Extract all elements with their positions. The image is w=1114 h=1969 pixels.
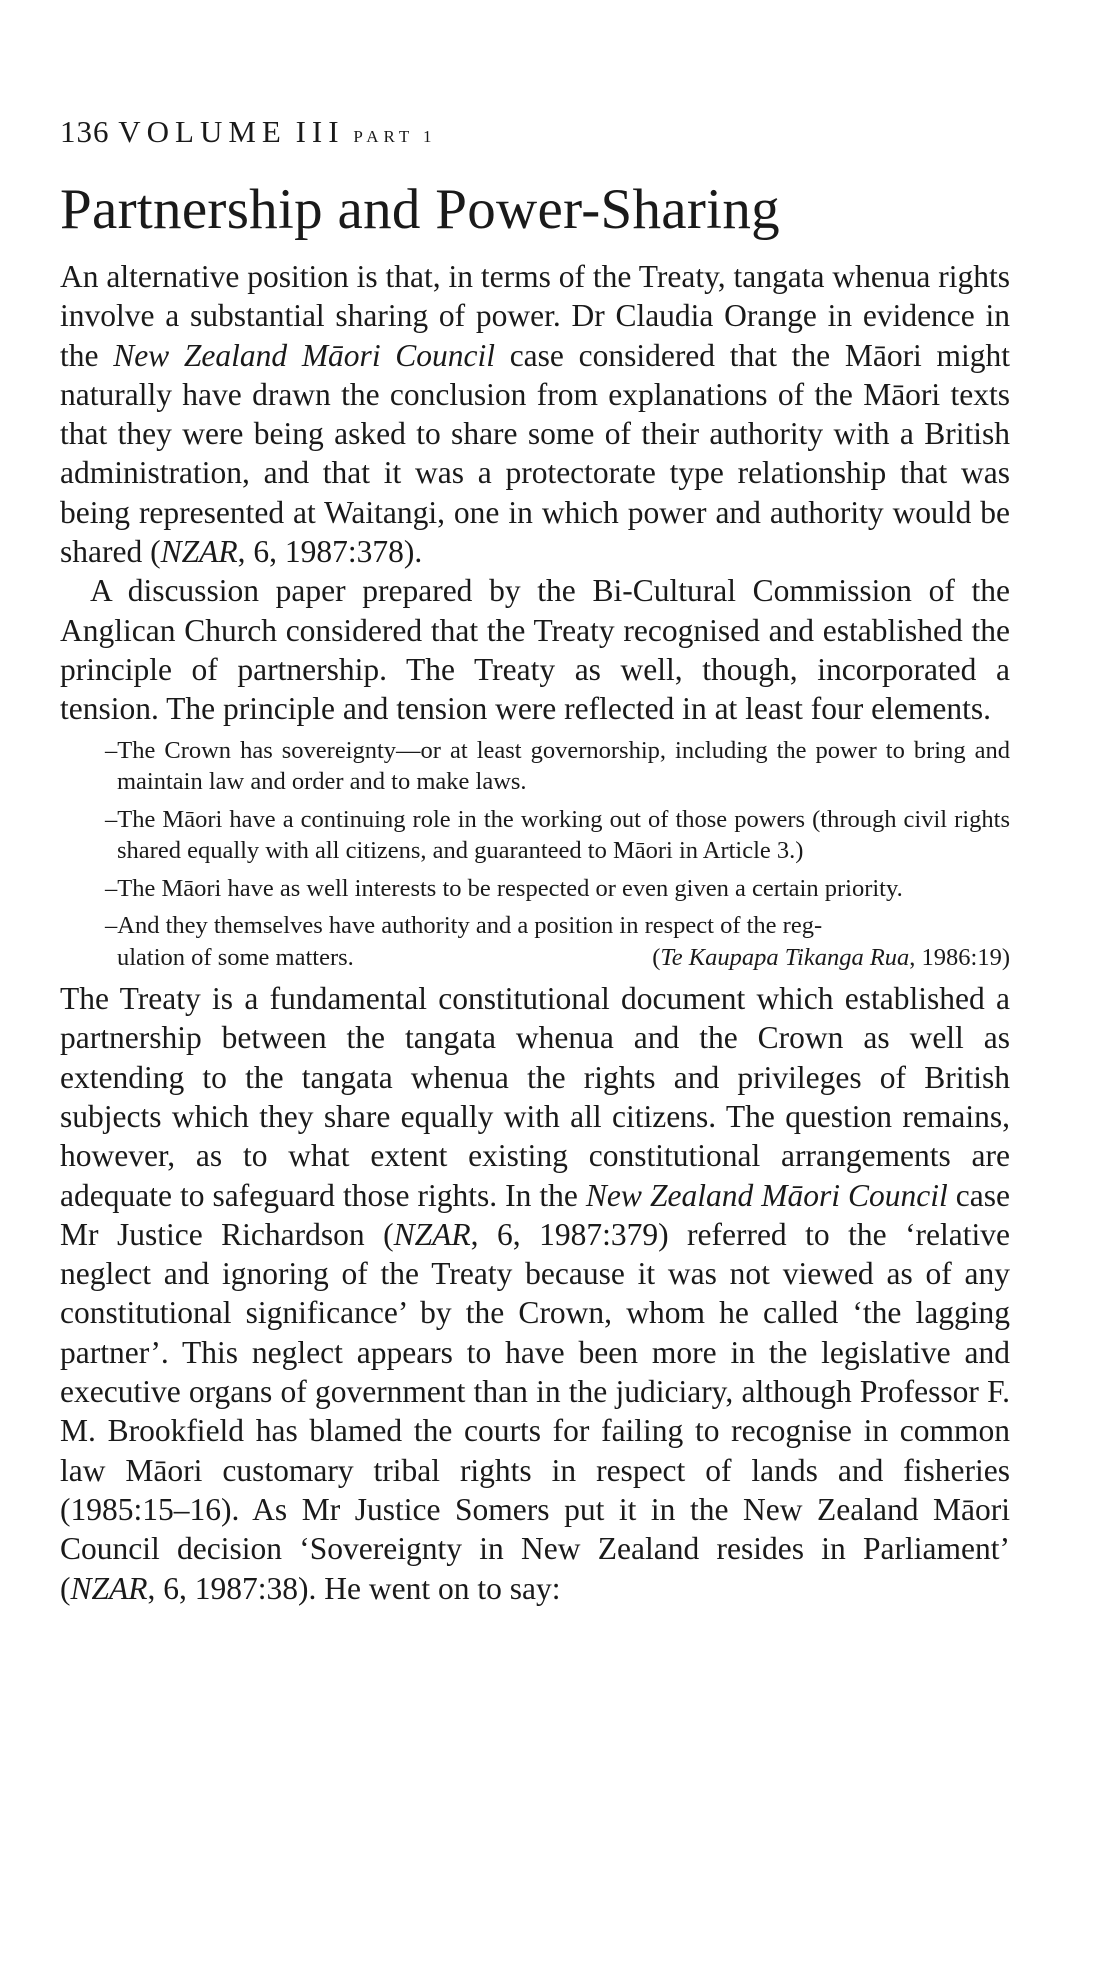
paragraph-1: An alternative position is that, in terms of the Treaty, tangata whenua rights involve a substantial sharing of power. Dr Claudia Orange in evidence in the New Zealand Māori Council case considered that the Māori might naturally have drawn the conclusion from explanations of the Māori texts that they were being asked to share some of their authority with a British administration, and that it was a protectorate type relationship that was being represented at Waitangi, one in which power and authority would be shared (NZAR, 6, 1987:378). bbox=[60, 259, 1011, 570]
page-content bbox=[60, 112, 1010, 1608]
paragraph-3: The Treaty is a fundamental constitutional document which established a partnership between the tangata whenua and the Crown as well as extending to the tangata whenua the rights and privileges of British subjects which they share equally with all citizens. The question remains, however, as to what extent existing constitutional arrangements are adequate to safeguard those rights. In the New Zealand Māori Council case Mr Justice Richardson (NZAR, 6, 1987:379) referred to the ‘relative neglect and ignoring of the Treaty because it was not viewed as of any constitutional significance’ by the Crown, whom he called ‘the lagging partner’. This neglect appears to have been more in the legislative and executive organs of government than in the judiciary, although Professor F. M. Brookfield has blamed the courts for failing to recognise in common law Māori customary tribal rights in respect of lands and fisheries (1985:15–16). As Mr Justice Somers put it in the New Zealand Māori Council decision ‘Sovereignty in New Zealand resides in Parliament’ (NZAR, 6, 1987:38). He went on to say: bbox=[60, 981, 1010, 1606]
running-header bbox=[60, 112, 1010, 157]
volume-label: VOLUME bbox=[118, 114, 287, 149]
section-title: Partnership and Power-Sharing bbox=[60, 178, 780, 241]
block-quote bbox=[105, 735, 1010, 974]
quote-item: –The Crown has sovereignty—or at least governorship, including the power to bring and maintain law and order and to make laws. bbox=[105, 736, 1010, 796]
part-numeral: 1 bbox=[422, 127, 437, 146]
paragraph-2: A discussion paper prepared by the Bi-Cultural Commission of the Anglican Church considered that the Treaty recognised and established the principle of partnership. The Treaty as well, though, incorporated a tension. The principle and tension were reflected in at least four elements. bbox=[60, 573, 1010, 727]
page-number: 136 bbox=[60, 114, 110, 149]
quote-item: –The Māori have a continuing role in the working out of those powers (through civil rights shared equally with all citizens, and guaranteed to Māori in Article 3.) bbox=[105, 805, 1010, 865]
quote-citation: (Te Kaupapa Tikanga Rua, 1986:19) bbox=[652, 943, 1010, 971]
quote-item-last: –And they themselves have authority and a position in respect of the reg- bbox=[105, 912, 823, 940]
part-label: PART bbox=[353, 127, 415, 146]
quote-item-last-line: ulation of some matters. (Te Kaupapa Tikanga Rua, 1986:19) bbox=[105, 942, 1010, 974]
quote-item: –The Māori have as well interests to be respected or even given a certain priority. bbox=[105, 874, 903, 902]
volume-numeral: III bbox=[295, 114, 345, 149]
